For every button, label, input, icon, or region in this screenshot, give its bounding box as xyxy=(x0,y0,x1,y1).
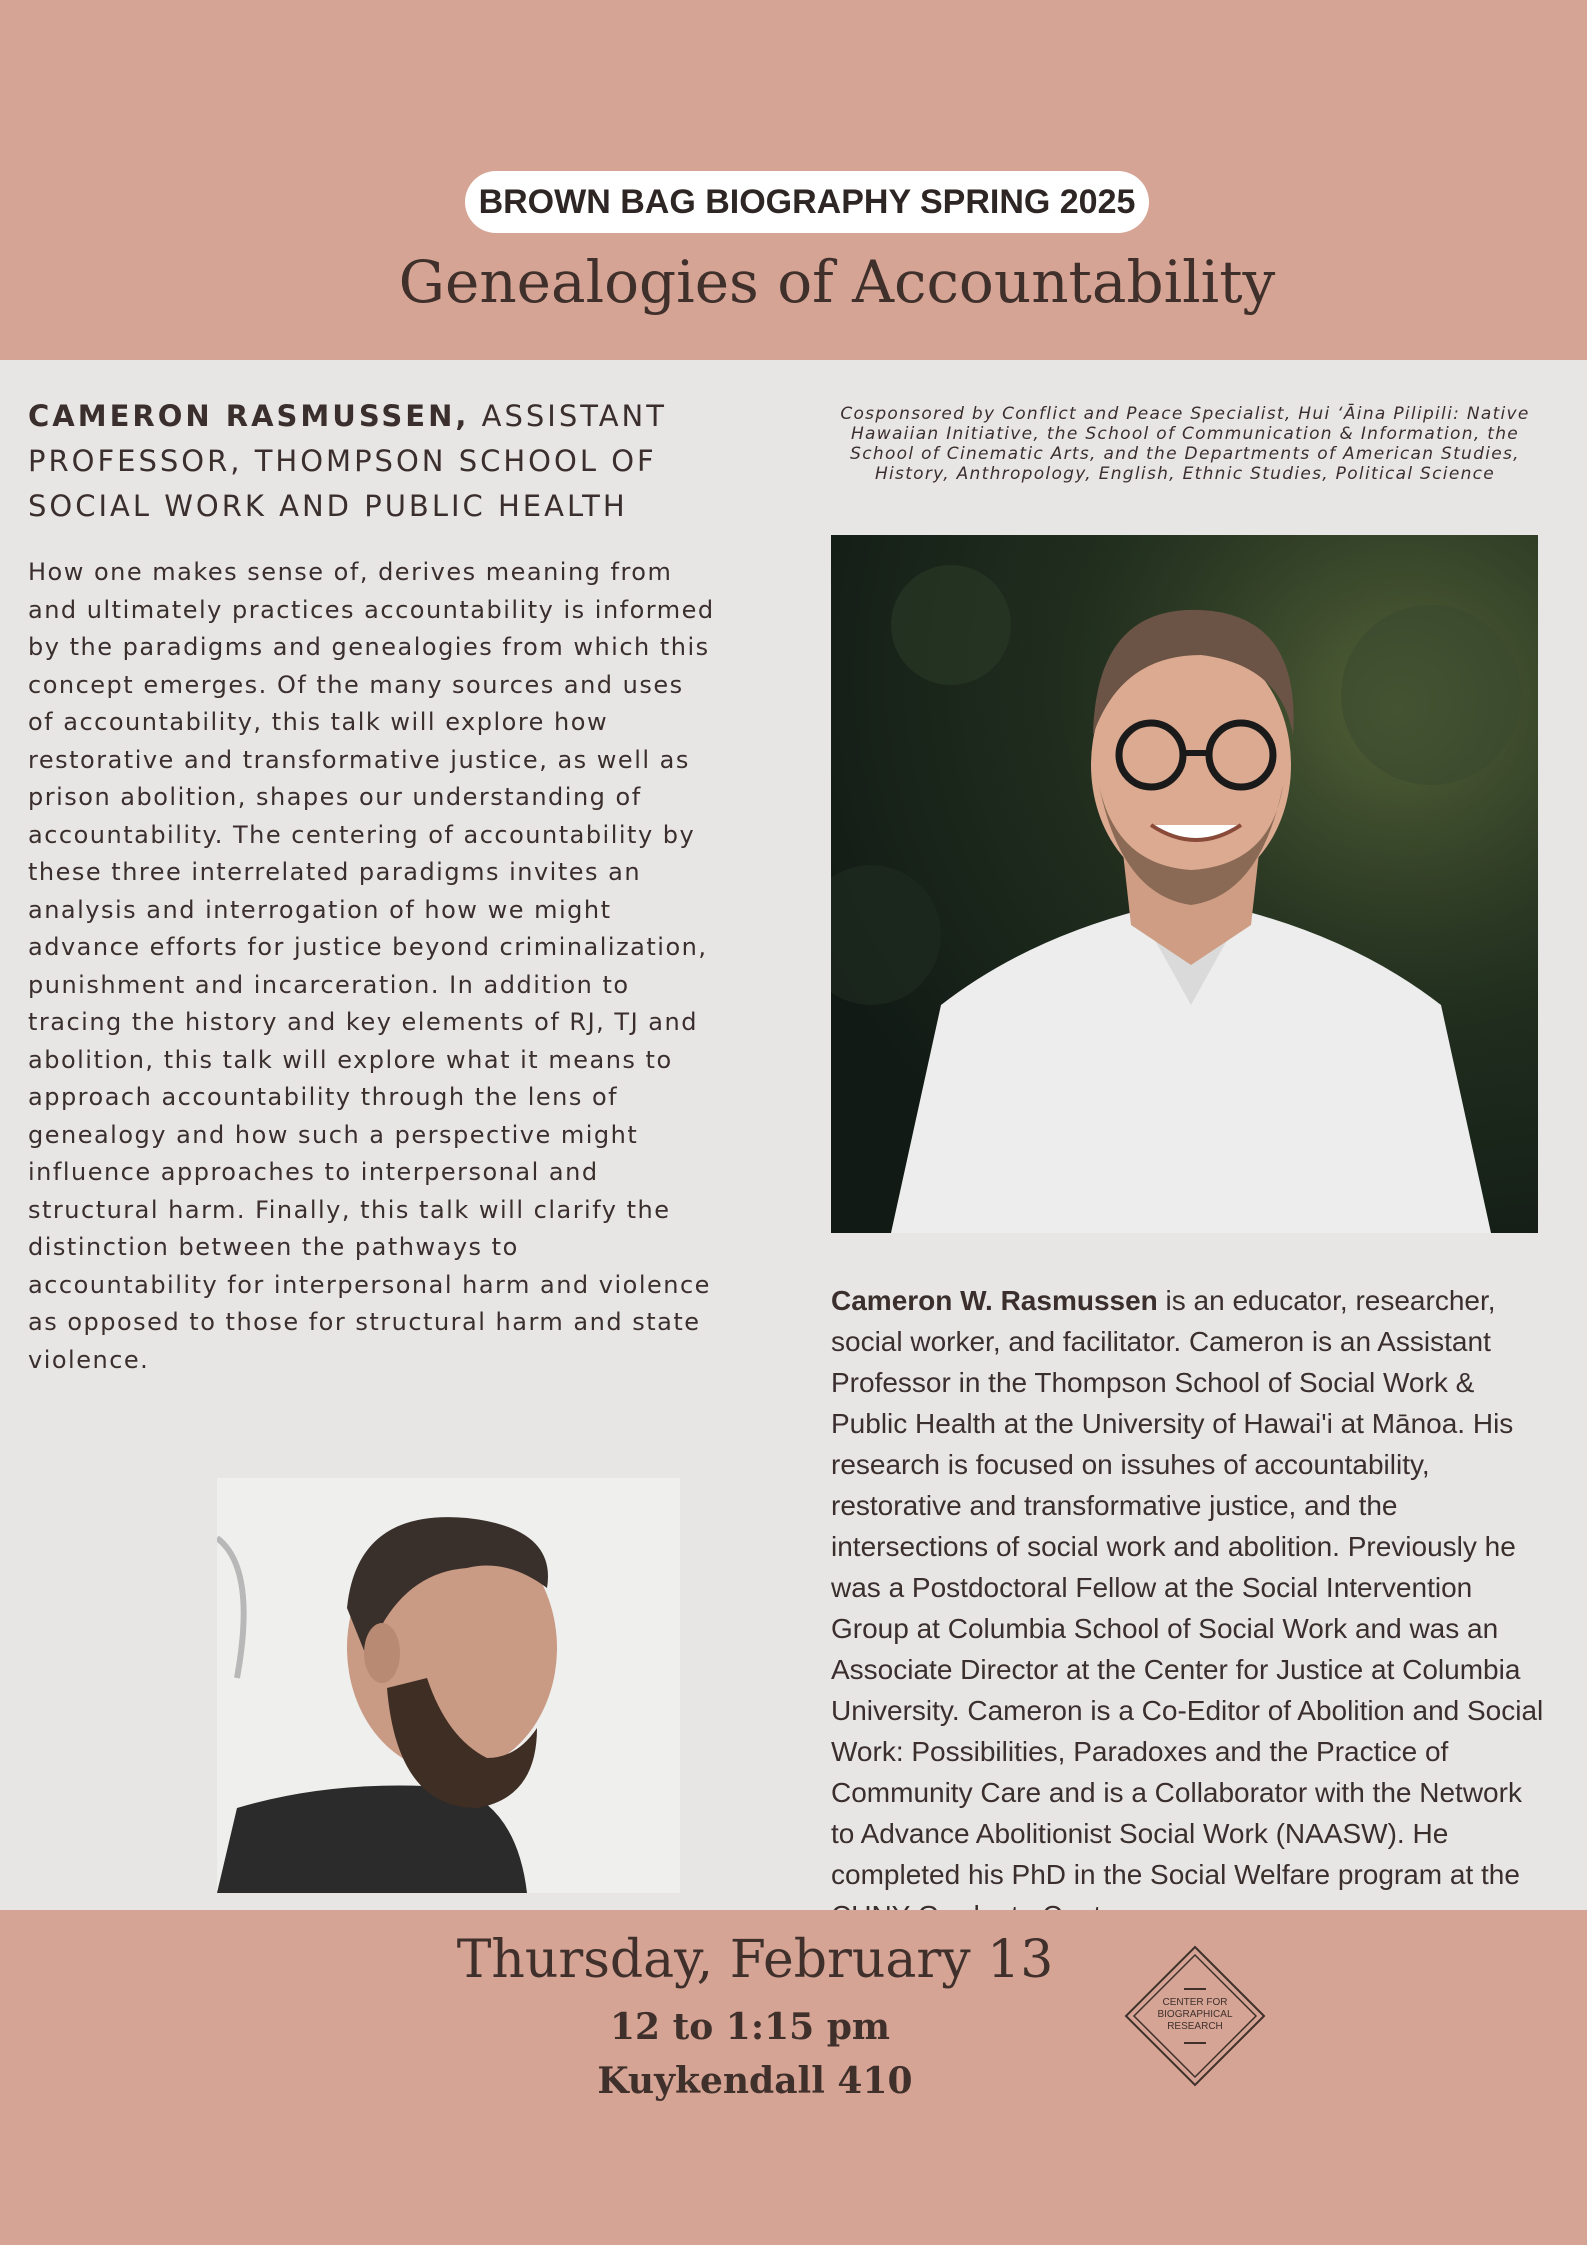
event-location: Kuykendall 410 xyxy=(597,2060,913,2102)
talk-abstract: How one makes sense of, derives meaning from and ultimately practices accountability is informed by the paradigms and genealogies from which this concept emerges. Of the many sources and uses of accountability, this talk will explore how restorative and transformative justice, as well as prison abolition, shapes our understanding of accountability. The centering of accountability by these three interrelated paradigms invites an analysis and interrogation of how we might advance efforts for justice beyond criminalization, punishment and incarceration. In addition to tracing the history and key elements of RJ, TJ and abolition, this talk will explore what it means to approach accountability through the lens of genealogy and how such a perspective might influence approaches to interpersonal and structural harm. Finally, this talk will clarify the distinction between the pathways to accountability for interpersonal harm and violence as opposed to those for structural harm and state violence. xyxy=(28,558,715,1374)
event-date: Thursday, February 13 xyxy=(456,1930,1054,1990)
event-time: 12 to 1:15 pm xyxy=(609,2006,891,2048)
speaker-role: ASSISTANT PROFESSOR, THOMPSON SCHOOL OF SOCIAL WORK AND PUBLIC HEALTH xyxy=(28,399,667,523)
series-badge: BROWN BAG BIOGRAPHY SPRING 2025 xyxy=(465,171,1149,233)
logo-line-3: RESEARCH xyxy=(1167,2021,1223,2032)
logo-line-2: BIOGRAPHICAL xyxy=(1157,2009,1233,2020)
speaker-heading xyxy=(28,394,708,529)
center-logo xyxy=(1124,1945,1266,2087)
speaker-name: CAMERON RASMUSSEN, xyxy=(28,399,470,433)
logo-line-1: CENTER FOR xyxy=(1162,1997,1228,2008)
speaker-profile-photo xyxy=(217,1478,680,1893)
speaker-bio xyxy=(831,1280,1551,1936)
cosponsor-note: Cosponsored by Conflict and Peace Specialist, Hui ʻĀina Pilipili: Native Hawaiian Initiative, the School of Communication & Information, the School of Cinematic Arts, and the Departments of American Studies, History, Anthropology, English, Ethnic Studies, Political Science xyxy=(840,404,1530,484)
speaker-portrait-photo xyxy=(831,535,1538,1233)
bio-text: is an educator, researcher, social worker, and facilitator. Cameron is an Assistant Professor in the Thompson School of Social Work & Public Health at the University of Hawai'i at Mānoa. His research is focused on issuhes of accountability, restorative and transformative justice, and the intersections of social work and abolition. Previously he was a Postdoctoral Fellow at the Social Intervention Group at Columbia School of Social Work and was an Associate Director at the Center for Justice at Columbia University. Cameron is a Co-Editor of Abolition and Social Work: Possibilities, Paradoxes and the Practice of Community Care and is a Collaborator with the Network to Advance Abolitionist Social Work (NAASW). He completed his PhD in the Social Welfare program at the xyxy=(831,1285,1544,1890)
logo-text xyxy=(1124,1997,1266,2033)
bio-name: Cameron W. Rasmussen xyxy=(831,1285,1158,1316)
event-title: Genealogies of Accountability xyxy=(398,248,1276,316)
